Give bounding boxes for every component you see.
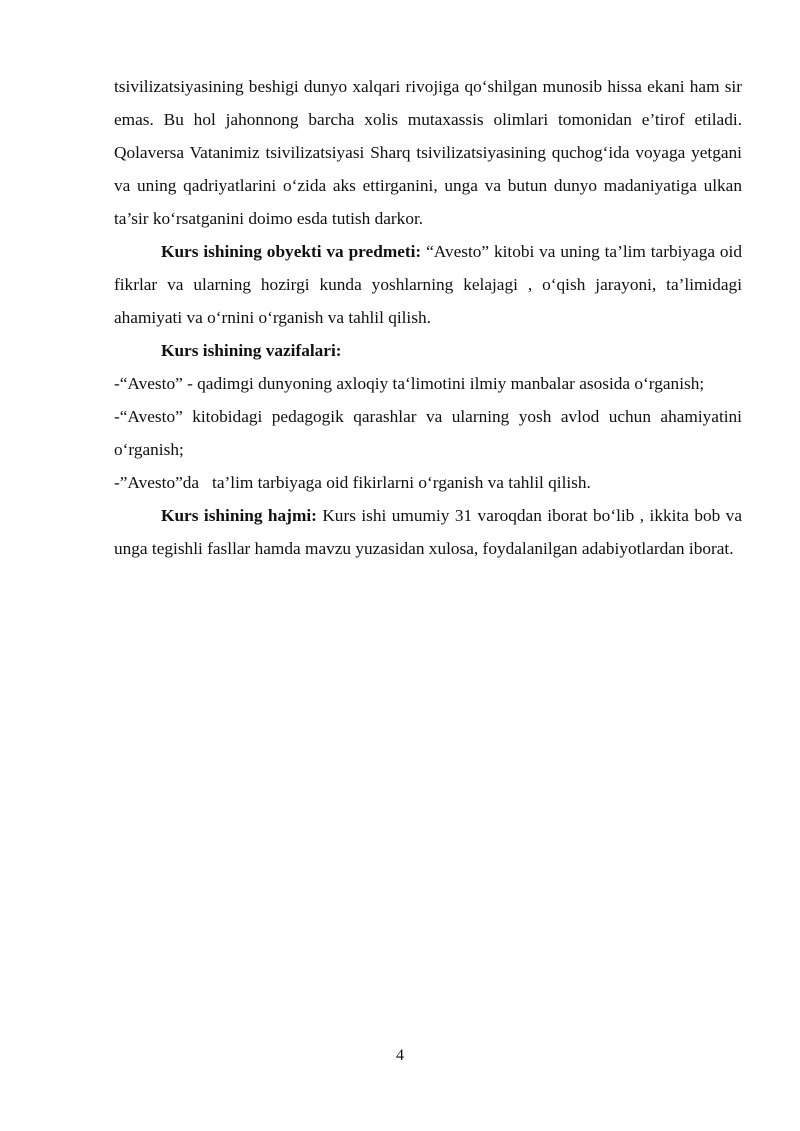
volume-paragraph — [114, 499, 742, 565]
intro-paragraph: tsivilizatsiyasining beshigi dunyo xalqari rivojiga qo‘shilgan munosib hissa ekani ham sir emas. Bu hol jahonnong barcha xolis mutaxassis olimlari tomonidan e’tirof etiladi. Qolaversa Vatanimiz tsivilizatsiyasi Sharq tsivilizatsiyasining quchog‘ida voyaga yetgani va uning qadriyatlarini o‘zida aks ettirganini, unga va butun dunyo madaniyatiga ulkan ta’sir ko‘rsatganini doimo esda tutish darkor. — [114, 77, 742, 228]
tasks-heading: Kurs ishining vazifalari: — [161, 341, 342, 360]
task-item-3: -”Avesto”da ta’lim tarbiyaga oid fikirlarni o‘rganish va tahlil qilish. — [114, 473, 591, 492]
object-text: “Avesto” kitobi va uning ta’lim tarbiyaga oid fikrlar va ularning hozirgi kunda yoshlarning kelajagi , o‘qish jarayoni, ta’limidagi ahamiyati va o‘rnini o‘rganish va tahlil qilish. — [114, 242, 742, 327]
page-number: 4 — [396, 1047, 404, 1064]
task-item-1: -“Avesto” - qadimgi dunyoning axloqiy ta‘limotini ilmiy manbalar asosida o‘rganish; — [114, 374, 705, 393]
task-item-2: -“Avesto” kitobidagi pedagogik qarashlar va ularning yosh avlod uchun ahamiyatini o‘rganish; — [114, 407, 742, 459]
volume-heading: Kurs ishining hajmi: — [161, 506, 317, 525]
tasks-heading-paragraph — [114, 334, 742, 367]
document-body — [114, 70, 742, 565]
object-paragraph — [114, 235, 742, 334]
object-heading: Kurs ishining obyekti va predmeti: — [161, 242, 422, 261]
volume-text: Kurs ishi umumiy 31 varoqdan iborat bo‘lib , ikkita bob va unga tegishli fasllar hamda mavzu yuzasidan xulosa, foydalanilgan adabiyotlardan iborat. — [114, 506, 742, 558]
